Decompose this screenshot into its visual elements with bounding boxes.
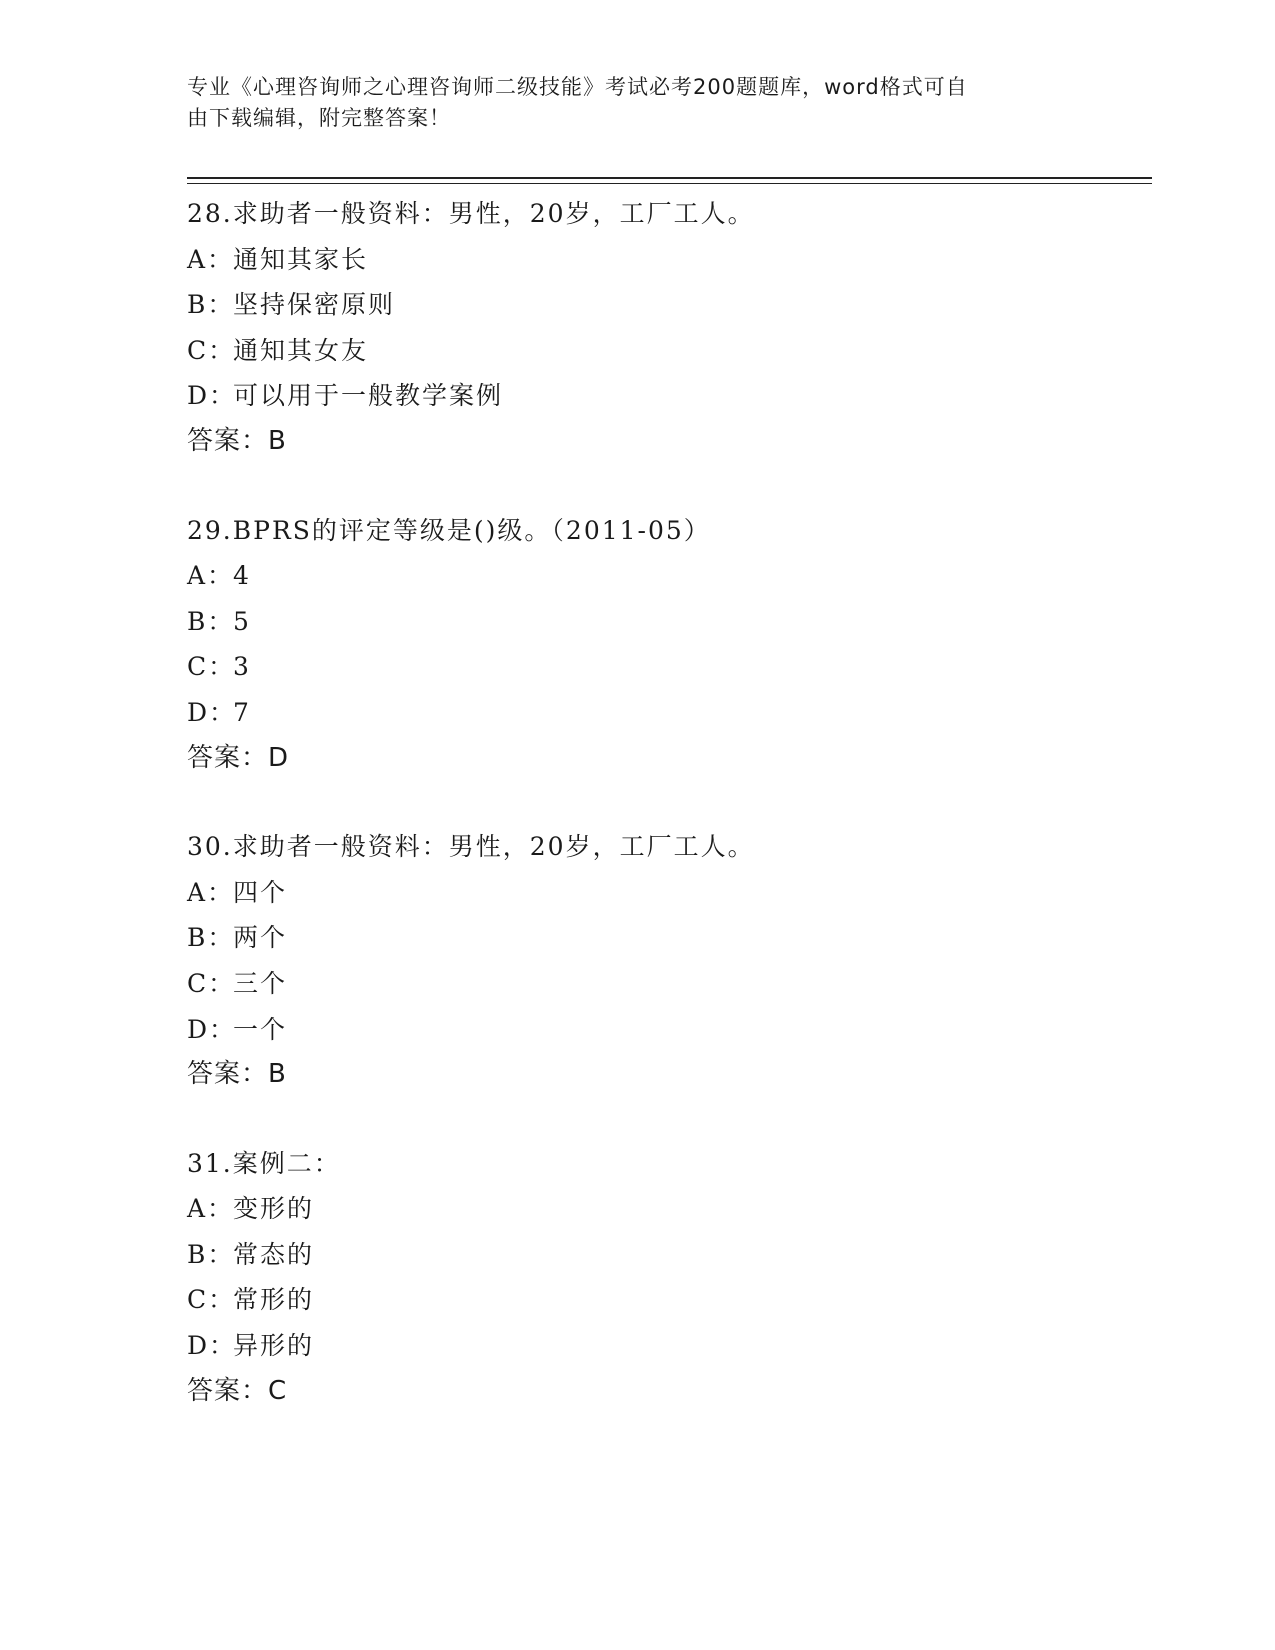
option-key: D： [187, 1331, 237, 1361]
option-text: 变形的 [233, 1194, 315, 1224]
option-d [187, 1323, 1152, 1369]
header-rule-thick [187, 177, 1152, 179]
option-a [187, 237, 1152, 283]
option-text: 四个 [233, 877, 288, 907]
option-c [187, 644, 1152, 690]
option-text: 异形的 [233, 1331, 315, 1361]
option-d [187, 690, 1152, 736]
option-text: 常形的 [233, 1285, 315, 1315]
option-text: 两个 [233, 923, 288, 953]
option-b [187, 599, 1152, 645]
option-text: 通知其家长 [233, 244, 369, 274]
answer-line [187, 1052, 1152, 1098]
answer-value: D [268, 742, 290, 773]
answer-label: 答案： [187, 1059, 269, 1090]
option-b [187, 1232, 1152, 1278]
answer-label: 答案： [187, 742, 269, 773]
header-line-2: 由下载编辑，附完整答案！ [187, 106, 451, 130]
option-key: B： [187, 290, 235, 320]
option-text: 常态的 [233, 1239, 315, 1269]
option-c [187, 1277, 1152, 1323]
option-text: 可以用于一般教学案例 [233, 381, 504, 411]
option-a [187, 553, 1152, 599]
answer-line [187, 1369, 1152, 1415]
option-text: 通知其女友 [233, 335, 369, 365]
option-text: 一个 [233, 1014, 288, 1044]
option-text: 三个 [233, 968, 288, 998]
answer-label: 答案： [187, 1375, 269, 1406]
option-text: 5 [233, 606, 251, 636]
option-key: B： [187, 1239, 235, 1269]
question-31 [187, 1141, 1152, 1415]
answer-value: B [268, 425, 287, 456]
question-stem: 29.BPRS的评定等级是()级。（2011-05） [187, 515, 711, 545]
option-d [187, 373, 1152, 419]
option-key: C： [187, 968, 236, 998]
answer-value: C [268, 1375, 288, 1406]
option-b [187, 282, 1152, 328]
option-key: D： [187, 1014, 237, 1044]
option-a [187, 1186, 1152, 1232]
option-d [187, 1007, 1152, 1053]
header-rule-thin [187, 183, 1152, 184]
document-header [187, 72, 1067, 134]
option-key: A： [187, 877, 235, 907]
answer-line [187, 419, 1152, 465]
answer-value: B [268, 1059, 287, 1090]
option-b [187, 915, 1152, 961]
option-key: C： [187, 335, 236, 365]
option-text: 3 [233, 652, 251, 682]
question-30 [187, 824, 1152, 1098]
question-stem: 31.案例二： [187, 1148, 341, 1178]
option-key: C： [187, 1285, 236, 1315]
answer-label: 答案： [187, 425, 269, 456]
option-c [187, 328, 1152, 374]
option-key: A： [187, 244, 235, 274]
option-text: 4 [233, 561, 251, 591]
option-key: D： [187, 381, 237, 411]
option-key: B： [187, 923, 235, 953]
option-key: A： [187, 561, 235, 591]
option-key: D： [187, 697, 237, 727]
answer-line [187, 736, 1152, 782]
question-29 [187, 508, 1152, 782]
option-c [187, 961, 1152, 1007]
option-key: C： [187, 652, 236, 682]
option-text: 坚持保密原则 [233, 290, 396, 320]
header-line-1: 专业《心理咨询师之心理咨询师二级技能》考试必考200题题库，word格式可自 [187, 75, 968, 99]
question-stem: 30.求助者一般资料：男性，20岁，工厂工人。 [187, 832, 755, 862]
option-key: A： [187, 1194, 235, 1224]
option-a [187, 870, 1152, 916]
question-stem: 28.求助者一般资料：男性，20岁，工厂工人。 [187, 199, 755, 228]
question-list [187, 191, 1152, 1457]
question-28 [187, 191, 1152, 465]
option-text: 7 [233, 697, 251, 727]
option-key: B： [187, 606, 235, 636]
